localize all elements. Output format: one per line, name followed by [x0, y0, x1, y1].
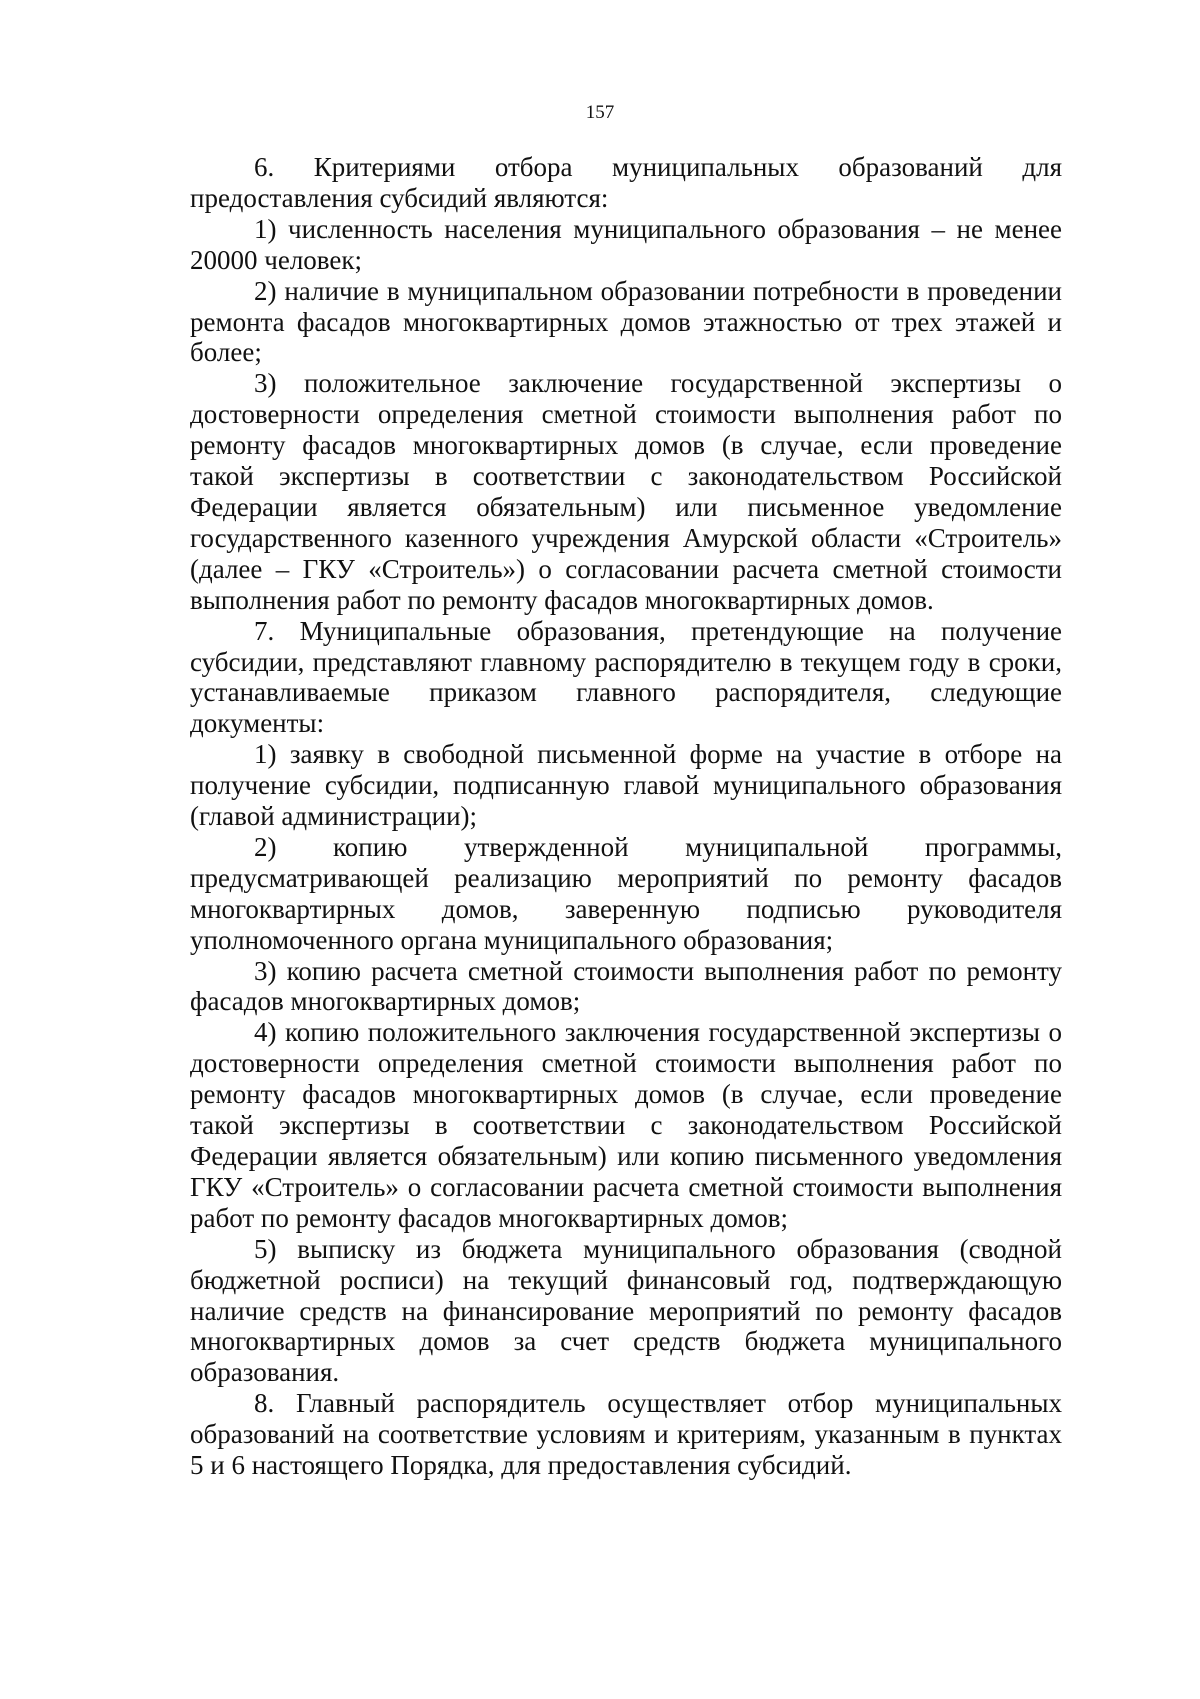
paragraph-criteria-2: 2) наличие в муниципальном образовании потребности в проведении ремонта фасадов многоквартирных домов этажностью от трех этажей и более; — [190, 275, 1062, 368]
page-number: 157 — [585, 102, 615, 123]
paragraph-document-3: 3) копию расчета сметной стоимости выполнения работ по ремонту фасадов многоквартирных домов; — [190, 955, 1062, 1017]
paragraph-criteria-1: 1) численность населения муниципального образования – не менее 20000 человек; — [190, 213, 1062, 275]
paragraph-criteria-3: 3) положительное заключение государственной экспертизы о достоверности определения сметной стоимости выполнения работ по ремонту фасадов многоквартирных домов (в случае, если проведение такой экспертизы в соответствии с законодательством Российской Федерации является обязательным) или письменное уведомление государственного казенного учреждения Амурской области «Строитель» (далее – ГКУ «Строитель») о согласовании расчета сметной стоимости выполнения работ по ремонту фасадов многоквартирных домов. — [190, 368, 1062, 615]
paragraph-selection: 8. Главный распорядитель осуществляет отбор муниципальных образований на соответствие условиям и критериям, указанным в пунктах 5 и 6 настоящего Порядка, для предоставления субсидий. — [190, 1388, 1062, 1481]
paragraph-document-4: 4) копию положительного заключения государственной экспертизы о достоверности определения сметной стоимости выполнения работ по ремонту фасадов многоквартирных домов (в случае, если проведение такой экспертизы в соответствии с законодательством Российской Федерации является обязательным) или копию письменного уведомления ГКУ «Строитель» о согласовании расчета сметной стоимости выполнения работ по ремонту фасадов многоквартирных домов; — [190, 1017, 1062, 1233]
paragraph-documents-heading: 7. Муниципальные образования, претендующие на получение субсидии, представляют главному распорядителю в текущем году в сроки, устанавливаемые приказом главного распорядителя, следующие документы: — [190, 615, 1062, 739]
paragraph-criteria-heading: 6. Критериями отбора муниципальных образований для предоставления субсидий являются: — [190, 152, 1062, 213]
paragraph-document-5: 5) выписку из бюджета муниципального образования (сводной бюджетной росписи) на текущий финансовый год, подтверждающую наличие средств на финансирование мероприятий по ремонту фасадов многоквартирных домов за счет средств бюджета муниципального образования. — [190, 1233, 1062, 1388]
paragraph-document-1: 1) заявку в свободной письменной форме на участие в отборе на получение субсидии, подписанную главой муниципального образования (главой администрации); — [190, 739, 1062, 832]
paragraph-document-2: 2) копию утвержденной муниципальной программы, предусматривающей реализацию мероприятий по ремонту фасадов многоквартирных домов, заверенную подписью руководителя уполномоченного органа муниципального образования; — [190, 831, 1062, 955]
document-body — [190, 152, 1062, 1481]
